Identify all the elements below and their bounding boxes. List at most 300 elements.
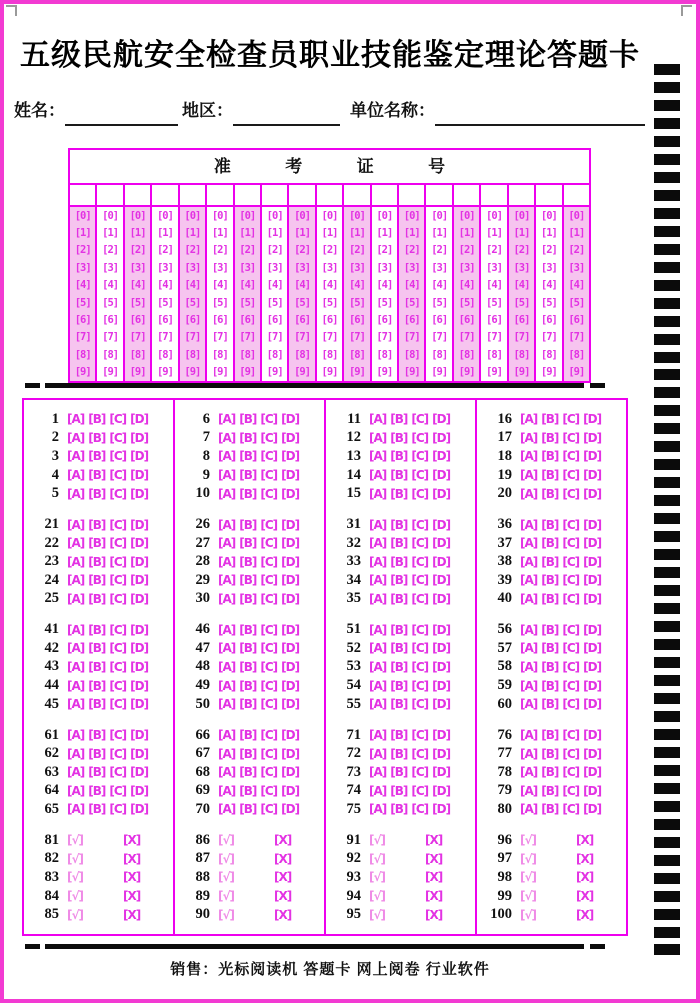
answer-bubble[interactable]: [D]	[432, 517, 451, 532]
answer-bubble[interactable]: [B]	[541, 591, 559, 606]
answer-bubble[interactable]: [C]	[109, 802, 127, 817]
answer-bubble[interactable]: [B]	[541, 765, 559, 780]
answer-bubble[interactable]: [B]	[541, 468, 559, 483]
answer-bubble[interactable]: [B]	[88, 783, 106, 798]
id-digit-bubble[interactable]: [6]	[317, 311, 344, 328]
answer-bubble[interactable]: [A]	[218, 659, 236, 674]
answer-bubble[interactable]: [C]	[562, 802, 580, 817]
answer-bubble[interactable]: [D]	[281, 468, 300, 483]
answer-bubble[interactable]: [C]	[109, 536, 127, 551]
answer-bubble[interactable]: [A]	[218, 765, 236, 780]
answer-bubble[interactable]: [A]	[67, 783, 85, 798]
answer-bubble[interactable]: [B]	[541, 746, 559, 761]
answer-bubble-check[interactable]: [√]	[520, 833, 536, 848]
answer-bubble-check[interactable]: [√]	[520, 907, 536, 922]
id-writein-cell[interactable]	[509, 185, 536, 205]
id-digit-bubble[interactable]: [0]	[344, 207, 371, 224]
id-digit-bubble[interactable]: [8]	[317, 346, 344, 363]
answer-bubble-check[interactable]: [√]	[67, 833, 83, 848]
id-digit-bubble[interactable]: [3]	[152, 259, 179, 276]
id-digit-bubble[interactable]: [5]	[70, 294, 97, 311]
answer-bubble[interactable]: [A]	[369, 746, 387, 761]
id-digit-bubble[interactable]: [9]	[454, 364, 481, 381]
answer-bubble[interactable]: [C]	[562, 697, 580, 712]
answer-bubble[interactable]: [D]	[130, 622, 149, 637]
answer-bubble[interactable]: [B]	[88, 659, 106, 674]
answer-bubble[interactable]: [B]	[88, 536, 106, 551]
answer-bubble[interactable]: [B]	[239, 536, 257, 551]
id-digit-bubble[interactable]: [0]	[536, 207, 563, 224]
id-writein-cell[interactable]	[262, 185, 289, 205]
id-digit-bubble[interactable]: [0]	[207, 207, 234, 224]
answer-bubble[interactable]: [B]	[239, 783, 257, 798]
id-digit-bubble[interactable]: [3]	[97, 259, 124, 276]
answer-bubble-check[interactable]: [√]	[218, 870, 234, 885]
id-digit-bubble[interactable]: [5]	[152, 294, 179, 311]
answer-bubble[interactable]: [B]	[390, 783, 408, 798]
id-digit-bubble[interactable]: [2]	[289, 242, 316, 259]
answer-bubble[interactable]: [C]	[562, 591, 580, 606]
answer-bubble[interactable]: [A]	[520, 486, 538, 501]
id-digit-bubble[interactable]: [4]	[564, 277, 589, 294]
answer-bubble[interactable]: [A]	[218, 678, 236, 693]
answer-bubble[interactable]: [B]	[390, 802, 408, 817]
id-digit-bubble[interactable]: [5]	[426, 294, 453, 311]
answer-bubble-check[interactable]: [√]	[520, 870, 536, 885]
id-digit-bubble[interactable]: [5]	[344, 294, 371, 311]
answer-bubble[interactable]: [D]	[432, 728, 451, 743]
answer-bubble[interactable]: [D]	[130, 468, 149, 483]
answer-bubble[interactable]: [C]	[260, 536, 278, 551]
id-digit-bubble[interactable]: [6]	[399, 311, 426, 328]
id-digit-bubble[interactable]: [7]	[152, 329, 179, 346]
answer-bubble-check[interactable]: [√]	[218, 851, 234, 866]
answer-bubble[interactable]: [D]	[130, 412, 149, 427]
answer-bubble[interactable]: [A]	[520, 591, 538, 606]
answer-bubble-cross[interactable]: [X]	[424, 870, 443, 885]
answer-bubble[interactable]: [D]	[281, 622, 300, 637]
id-digit-bubble[interactable]: [2]	[536, 242, 563, 259]
id-digit-bubble[interactable]: [0]	[235, 207, 262, 224]
answer-bubble[interactable]: [C]	[562, 641, 580, 656]
answer-bubble[interactable]: [B]	[239, 678, 257, 693]
id-digit-bubble[interactable]: [9]	[180, 364, 207, 381]
answer-bubble-check[interactable]: [√]	[218, 833, 234, 848]
answer-bubble[interactable]: [A]	[520, 554, 538, 569]
answer-bubble[interactable]: [B]	[88, 678, 106, 693]
id-digit-bubble[interactable]: [2]	[509, 242, 536, 259]
id-writein-cell[interactable]	[481, 185, 508, 205]
answer-bubble[interactable]: [B]	[239, 765, 257, 780]
answer-bubble-cross[interactable]: [X]	[273, 833, 292, 848]
answer-bubble[interactable]: [B]	[390, 468, 408, 483]
answer-bubble[interactable]: [C]	[411, 765, 429, 780]
id-digit-bubble[interactable]: [0]	[262, 207, 289, 224]
answer-bubble[interactable]: [A]	[218, 728, 236, 743]
answer-bubble[interactable]: [C]	[260, 697, 278, 712]
answer-bubble[interactable]: [A]	[218, 517, 236, 532]
id-digit-bubble[interactable]: [9]	[509, 364, 536, 381]
answer-bubble[interactable]: [B]	[390, 765, 408, 780]
answer-bubble-check[interactable]: [√]	[369, 907, 385, 922]
answer-bubble[interactable]: [B]	[541, 449, 559, 464]
answer-bubble-check[interactable]: [√]	[67, 851, 83, 866]
answer-bubble[interactable]: [B]	[239, 697, 257, 712]
answer-bubble-cross[interactable]: [X]	[424, 851, 443, 866]
answer-bubble[interactable]: [B]	[88, 573, 106, 588]
id-digit-bubble[interactable]: [1]	[509, 224, 536, 241]
answer-bubble[interactable]: [D]	[583, 697, 602, 712]
id-digit-bubble[interactable]: [2]	[344, 242, 371, 259]
id-digit-bubble[interactable]: [0]	[152, 207, 179, 224]
id-digit-bubble[interactable]: [5]	[289, 294, 316, 311]
answer-bubble-cross[interactable]: [X]	[424, 833, 443, 848]
id-digit-bubble[interactable]: [1]	[97, 224, 124, 241]
answer-bubble[interactable]: [B]	[390, 697, 408, 712]
answer-bubble[interactable]: [C]	[260, 573, 278, 588]
id-digit-bubble[interactable]: [0]	[180, 207, 207, 224]
answer-bubble[interactable]: [D]	[583, 678, 602, 693]
answer-bubble[interactable]: [A]	[369, 486, 387, 501]
answer-bubble[interactable]: [B]	[541, 412, 559, 427]
id-digit-bubble[interactable]: [8]	[235, 346, 262, 363]
answer-bubble[interactable]: [B]	[239, 412, 257, 427]
id-writein-cell[interactable]	[317, 185, 344, 205]
answer-bubble[interactable]: [D]	[583, 746, 602, 761]
id-digit-bubble[interactable]: [6]	[481, 311, 508, 328]
answer-bubble[interactable]: [A]	[218, 430, 236, 445]
answer-bubble[interactable]: [B]	[541, 678, 559, 693]
id-digit-bubble[interactable]: [0]	[70, 207, 97, 224]
answer-bubble[interactable]: [A]	[369, 728, 387, 743]
id-digit-bubble[interactable]: [3]	[481, 259, 508, 276]
answer-bubble[interactable]: [B]	[541, 536, 559, 551]
answer-bubble[interactable]: [D]	[130, 659, 149, 674]
answer-bubble[interactable]: [B]	[239, 430, 257, 445]
answer-bubble[interactable]: [B]	[239, 517, 257, 532]
answer-bubble[interactable]: [D]	[432, 765, 451, 780]
id-digit-bubble[interactable]: [3]	[536, 259, 563, 276]
answer-bubble[interactable]: [C]	[260, 468, 278, 483]
answer-bubble[interactable]: [C]	[562, 573, 580, 588]
answer-bubble[interactable]: [B]	[88, 430, 106, 445]
id-digit-bubble[interactable]: [4]	[70, 277, 97, 294]
answer-bubble[interactable]: [D]	[432, 622, 451, 637]
answer-bubble-cross[interactable]: [X]	[273, 907, 292, 922]
answer-bubble[interactable]: [D]	[583, 449, 602, 464]
answer-bubble[interactable]: [C]	[260, 678, 278, 693]
answer-bubble[interactable]: [B]	[390, 554, 408, 569]
answer-bubble[interactable]: [C]	[260, 728, 278, 743]
id-writein-cell[interactable]	[372, 185, 399, 205]
id-digit-bubble[interactable]: [4]	[289, 277, 316, 294]
answer-bubble[interactable]: [D]	[130, 430, 149, 445]
id-digit-bubble[interactable]: [4]	[125, 277, 152, 294]
answer-bubble[interactable]: [D]	[281, 591, 300, 606]
id-digit-bubble[interactable]: [0]	[399, 207, 426, 224]
answer-bubble[interactable]: [D]	[130, 591, 149, 606]
id-digit-bubble[interactable]: [5]	[180, 294, 207, 311]
answer-bubble-cross[interactable]: [X]	[122, 833, 141, 848]
answer-bubble[interactable]: [A]	[369, 517, 387, 532]
id-digit-bubble[interactable]: [3]	[207, 259, 234, 276]
answer-bubble[interactable]: [A]	[218, 536, 236, 551]
answer-bubble-cross[interactable]: [X]	[424, 907, 443, 922]
answer-bubble[interactable]: [D]	[281, 641, 300, 656]
answer-bubble[interactable]: [C]	[260, 802, 278, 817]
answer-bubble[interactable]: [A]	[369, 659, 387, 674]
answer-bubble[interactable]: [B]	[239, 746, 257, 761]
answer-bubble[interactable]: [C]	[109, 573, 127, 588]
id-writein-cell[interactable]	[97, 185, 124, 205]
answer-bubble-cross[interactable]: [X]	[575, 889, 594, 904]
answer-bubble[interactable]: [B]	[390, 573, 408, 588]
id-digit-bubble[interactable]: [7]	[207, 329, 234, 346]
id-digit-bubble[interactable]: [7]	[97, 329, 124, 346]
answer-bubble-cross[interactable]: [X]	[273, 851, 292, 866]
answer-bubble[interactable]: [A]	[520, 536, 538, 551]
answer-bubble[interactable]: [D]	[583, 783, 602, 798]
answer-bubble[interactable]: [A]	[369, 412, 387, 427]
answer-bubble[interactable]: [C]	[109, 659, 127, 674]
answer-bubble[interactable]: [B]	[88, 412, 106, 427]
id-digit-bubble[interactable]: [9]	[317, 364, 344, 381]
answer-bubble[interactable]: [B]	[541, 659, 559, 674]
answer-bubble[interactable]: [C]	[562, 449, 580, 464]
answer-bubble[interactable]: [C]	[411, 430, 429, 445]
answer-bubble[interactable]: [C]	[260, 554, 278, 569]
answer-bubble[interactable]: [A]	[67, 659, 85, 674]
answer-bubble[interactable]: [B]	[390, 591, 408, 606]
id-digit-bubble[interactable]: [8]	[207, 346, 234, 363]
answer-bubble[interactable]: [D]	[432, 412, 451, 427]
answer-bubble-cross[interactable]: [X]	[273, 870, 292, 885]
id-digit-bubble[interactable]: [3]	[344, 259, 371, 276]
answer-bubble[interactable]: [A]	[369, 697, 387, 712]
answer-bubble[interactable]: [B]	[239, 641, 257, 656]
answer-bubble[interactable]: [D]	[281, 536, 300, 551]
id-digit-bubble[interactable]: [0]	[454, 207, 481, 224]
answer-bubble[interactable]: [B]	[88, 449, 106, 464]
answer-bubble[interactable]: [C]	[562, 746, 580, 761]
answer-bubble[interactable]: [A]	[67, 486, 85, 501]
id-digit-bubble[interactable]: [9]	[70, 364, 97, 381]
answer-bubble[interactable]: [C]	[411, 573, 429, 588]
id-writein-cell[interactable]	[344, 185, 371, 205]
answer-bubble[interactable]: [D]	[130, 573, 149, 588]
id-digit-bubble[interactable]: [1]	[536, 224, 563, 241]
id-digit-bubble[interactable]: [3]	[289, 259, 316, 276]
answer-bubble[interactable]: [B]	[541, 622, 559, 637]
answer-bubble[interactable]: [A]	[369, 449, 387, 464]
answer-bubble[interactable]: [C]	[260, 591, 278, 606]
answer-bubble[interactable]: [C]	[411, 746, 429, 761]
answer-bubble[interactable]: [B]	[239, 449, 257, 464]
id-digit-bubble[interactable]: [8]	[262, 346, 289, 363]
answer-bubble[interactable]: [D]	[281, 659, 300, 674]
answer-bubble[interactable]: [B]	[88, 802, 106, 817]
id-digit-bubble[interactable]: [2]	[426, 242, 453, 259]
id-digit-bubble[interactable]: [6]	[262, 311, 289, 328]
answer-bubble[interactable]: [C]	[411, 486, 429, 501]
id-digit-bubble[interactable]: [2]	[152, 242, 179, 259]
answer-bubble[interactable]: [B]	[239, 554, 257, 569]
id-digit-bubble[interactable]: [2]	[399, 242, 426, 259]
answer-bubble[interactable]: [D]	[281, 765, 300, 780]
answer-bubble[interactable]: [B]	[390, 536, 408, 551]
id-digit-bubble[interactable]: [5]	[207, 294, 234, 311]
id-digit-bubble[interactable]: [3]	[372, 259, 399, 276]
answer-bubble[interactable]: [B]	[239, 468, 257, 483]
id-digit-bubble[interactable]: [4]	[509, 277, 536, 294]
answer-bubble[interactable]: [D]	[130, 765, 149, 780]
id-digit-bubble[interactable]: [4]	[454, 277, 481, 294]
answer-bubble[interactable]: [C]	[411, 641, 429, 656]
answer-bubble[interactable]: [A]	[520, 449, 538, 464]
answer-bubble[interactable]: [A]	[369, 468, 387, 483]
answer-bubble[interactable]: [A]	[520, 802, 538, 817]
answer-bubble[interactable]: [B]	[88, 486, 106, 501]
answer-bubble[interactable]: [A]	[67, 746, 85, 761]
id-digit-bubble[interactable]: [9]	[481, 364, 508, 381]
id-digit-bubble[interactable]: [5]	[372, 294, 399, 311]
answer-bubble[interactable]: [D]	[281, 697, 300, 712]
id-writein-cell[interactable]	[426, 185, 453, 205]
answer-bubble[interactable]: [D]	[583, 765, 602, 780]
id-digit-bubble[interactable]: [4]	[481, 277, 508, 294]
id-writein-cell[interactable]	[70, 185, 97, 205]
id-digit-bubble[interactable]: [1]	[125, 224, 152, 241]
answer-bubble[interactable]: [B]	[390, 746, 408, 761]
region-input-line[interactable]	[233, 96, 340, 126]
answer-bubble[interactable]: [D]	[583, 641, 602, 656]
answer-bubble[interactable]: [C]	[109, 486, 127, 501]
id-digit-bubble[interactable]: [2]	[70, 242, 97, 259]
answer-bubble[interactable]: [C]	[411, 697, 429, 712]
id-digit-bubble[interactable]: [9]	[125, 364, 152, 381]
id-digit-bubble[interactable]: [8]	[372, 346, 399, 363]
answer-bubble[interactable]: [A]	[520, 641, 538, 656]
id-digit-bubble[interactable]: [5]	[536, 294, 563, 311]
answer-bubble-cross[interactable]: [X]	[122, 870, 141, 885]
answer-bubble[interactable]: [C]	[260, 517, 278, 532]
id-digit-bubble[interactable]: [4]	[97, 277, 124, 294]
id-digit-bubble[interactable]: [7]	[426, 329, 453, 346]
answer-bubble[interactable]: [A]	[67, 573, 85, 588]
id-digit-bubble[interactable]: [1]	[180, 224, 207, 241]
answer-bubble[interactable]: [C]	[562, 517, 580, 532]
id-digit-bubble[interactable]: [9]	[426, 364, 453, 381]
id-digit-bubble[interactable]: [7]	[235, 329, 262, 346]
id-digit-bubble[interactable]: [4]	[180, 277, 207, 294]
answer-bubble[interactable]: [A]	[67, 591, 85, 606]
answer-bubble[interactable]: [A]	[520, 622, 538, 637]
answer-bubble[interactable]: [D]	[130, 554, 149, 569]
id-digit-bubble[interactable]: [8]	[344, 346, 371, 363]
id-writein-cell[interactable]	[399, 185, 426, 205]
answer-bubble[interactable]: [A]	[369, 622, 387, 637]
answer-bubble[interactable]: [A]	[520, 728, 538, 743]
answer-bubble[interactable]: [B]	[239, 591, 257, 606]
answer-bubble[interactable]: [B]	[239, 659, 257, 674]
id-digit-bubble[interactable]: [8]	[125, 346, 152, 363]
id-digit-bubble[interactable]: [5]	[399, 294, 426, 311]
answer-bubble[interactable]: [A]	[520, 412, 538, 427]
id-digit-bubble[interactable]: [2]	[97, 242, 124, 259]
answer-bubble[interactable]: [C]	[109, 746, 127, 761]
id-digit-bubble[interactable]: [4]	[262, 277, 289, 294]
id-digit-bubble[interactable]: [1]	[344, 224, 371, 241]
id-writein-cell[interactable]	[289, 185, 316, 205]
id-digit-bubble[interactable]: [0]	[289, 207, 316, 224]
answer-bubble[interactable]: [A]	[520, 678, 538, 693]
answer-bubble[interactable]: [D]	[583, 573, 602, 588]
answer-bubble[interactable]: [D]	[583, 486, 602, 501]
answer-bubble[interactable]: [A]	[369, 802, 387, 817]
id-digit-bubble[interactable]: [1]	[426, 224, 453, 241]
answer-bubble[interactable]: [A]	[218, 554, 236, 569]
answer-bubble[interactable]: [C]	[411, 728, 429, 743]
id-digit-bubble[interactable]: [6]	[207, 311, 234, 328]
answer-bubble[interactable]: [C]	[411, 412, 429, 427]
answer-bubble[interactable]: [D]	[432, 468, 451, 483]
answer-bubble[interactable]: [C]	[411, 678, 429, 693]
answer-bubble[interactable]: [D]	[281, 517, 300, 532]
id-digit-bubble[interactable]: [6]	[70, 311, 97, 328]
answer-bubble[interactable]: [B]	[541, 486, 559, 501]
answer-bubble[interactable]: [D]	[432, 486, 451, 501]
answer-bubble[interactable]: [C]	[260, 659, 278, 674]
answer-bubble[interactable]: [D]	[130, 728, 149, 743]
id-writein-cell[interactable]	[235, 185, 262, 205]
id-digit-bubble[interactable]: [2]	[207, 242, 234, 259]
answer-bubble[interactable]: [C]	[109, 622, 127, 637]
answer-bubble[interactable]: [D]	[281, 449, 300, 464]
id-digit-bubble[interactable]: [2]	[262, 242, 289, 259]
answer-bubble[interactable]: [A]	[218, 697, 236, 712]
id-digit-bubble[interactable]: [8]	[289, 346, 316, 363]
answer-bubble[interactable]: [D]	[281, 430, 300, 445]
id-digit-bubble[interactable]: [3]	[317, 259, 344, 276]
id-digit-bubble[interactable]: [0]	[481, 207, 508, 224]
answer-bubble-check[interactable]: [√]	[218, 889, 234, 904]
id-digit-bubble[interactable]: [9]	[97, 364, 124, 381]
answer-bubble-check[interactable]: [√]	[369, 889, 385, 904]
id-digit-bubble[interactable]: [4]	[235, 277, 262, 294]
answer-bubble[interactable]: [D]	[130, 697, 149, 712]
id-digit-bubble[interactable]: [4]	[399, 277, 426, 294]
answer-bubble-cross[interactable]: [X]	[575, 870, 594, 885]
answer-bubble[interactable]: [A]	[369, 591, 387, 606]
answer-bubble[interactable]: [B]	[88, 641, 106, 656]
answer-bubble[interactable]: [A]	[67, 554, 85, 569]
id-digit-bubble[interactable]: [0]	[372, 207, 399, 224]
answer-bubble[interactable]: [C]	[411, 536, 429, 551]
id-digit-bubble[interactable]: [6]	[509, 311, 536, 328]
answer-bubble[interactable]: [A]	[218, 802, 236, 817]
answer-bubble-cross[interactable]: [X]	[122, 851, 141, 866]
answer-bubble[interactable]: [A]	[218, 486, 236, 501]
answer-bubble[interactable]: [A]	[520, 746, 538, 761]
id-digit-bubble[interactable]: [5]	[97, 294, 124, 311]
answer-bubble[interactable]: [D]	[583, 728, 602, 743]
id-digit-bubble[interactable]: [2]	[235, 242, 262, 259]
answer-bubble[interactable]: [B]	[88, 554, 106, 569]
answer-bubble[interactable]: [A]	[67, 449, 85, 464]
answer-bubble[interactable]: [C]	[109, 554, 127, 569]
answer-bubble[interactable]: [B]	[390, 659, 408, 674]
answer-bubble[interactable]: [B]	[390, 412, 408, 427]
